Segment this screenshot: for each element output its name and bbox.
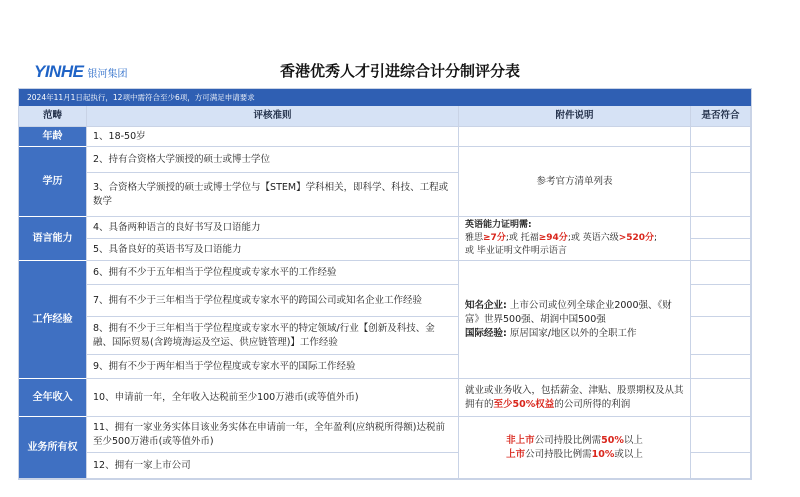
note-listed <box>506 448 643 462</box>
unlisted-percent: 50% <box>601 434 624 446</box>
category-education: 学历 <box>19 147 87 217</box>
criteria-10: 10、申请前一年，全年收入达税前至少100万港币(或等值外币) <box>87 379 459 417</box>
check-6[interactable] <box>691 261 751 285</box>
check-8[interactable] <box>691 317 751 355</box>
listed-suffix: 或以上 <box>614 448 643 460</box>
check-7[interactable] <box>691 285 751 317</box>
header-check: 是否符合 <box>691 106 751 127</box>
note-income <box>459 379 691 417</box>
international-label: 国际经验: <box>465 327 507 339</box>
famous-company-label: 知名企业: <box>465 299 507 311</box>
category-age: 年龄 <box>19 127 87 147</box>
criteria-5: 5、具备良好的英语书写及口语能力 <box>87 239 459 261</box>
ielts-score: ≥7分 <box>483 233 506 243</box>
criteria-7: 7、拥有不少于三年相当于学位程度或专家水平的跨国公司或知名企业工作经验 <box>87 285 459 317</box>
note-education-text: 参考官方清单列表 <box>536 175 613 187</box>
unlisted-label: 非上市 <box>506 434 535 446</box>
category-work-experience: 工作经验 <box>19 261 87 379</box>
note-language <box>459 217 691 261</box>
famous-company-text: 上市公司或位列全球企业2000强、《财富》世界500强、胡润中国500强 <box>465 299 672 325</box>
criteria-9: 9、拥有不少于两年相当于学位程度或专家水平的国际工作经验 <box>87 355 459 379</box>
note-famous-company <box>465 299 684 327</box>
check-2[interactable] <box>691 147 751 173</box>
criteria-6: 6、拥有不少于五年相当于学位程度或专家水平的工作经验 <box>87 261 459 285</box>
criteria-2: 2、持有合资格大学颁授的硕士或博士学位 <box>87 147 459 173</box>
check-11[interactable] <box>691 417 751 453</box>
criteria-11: 11、拥有一家业务实体目该业务实体在申请前一年，全年盈利(应纳税所得额)达税前至少500万港币(或等值外币) <box>87 417 459 453</box>
check-9[interactable] <box>691 355 751 379</box>
check-3[interactable] <box>691 173 751 217</box>
note-business <box>459 417 691 479</box>
listed-text: 公司持股比例需 <box>525 448 592 460</box>
note-age <box>459 127 691 147</box>
effective-date-notice: 2024年11月1日起执行，12项中需符合至少6项，方可满足申请要求 <box>19 89 751 106</box>
page-title: 香港优秀人才引进综合计分制评分表 <box>279 62 520 80</box>
logo-mark: YINHE <box>34 62 84 81</box>
category-annual-income: 全年收入 <box>19 379 87 417</box>
income-text-1: 就业或业务收入，包括薪金、津贴、股票期权及从其拥有的 <box>465 384 684 410</box>
header-note: 附件说明 <box>459 106 691 127</box>
header-category: 范畴 <box>19 106 87 127</box>
header-criteria: 评核准则 <box>87 106 459 127</box>
income-highlight: 至少50%权益 <box>493 398 555 410</box>
cet6-score: >520分 <box>618 233 655 243</box>
note-education <box>459 147 691 217</box>
scoring-table <box>18 88 752 480</box>
unlisted-text: 公司持股比例需 <box>534 434 602 446</box>
criteria-3: 3、合资格大学颁授的硕士或博士学位与【STEM】学科相关，即科学、科技、工程或数学 <box>87 173 459 217</box>
ielts-label: 雅思 <box>465 233 484 243</box>
category-language: 语言能力 <box>19 217 87 261</box>
cet6-label: ;或 英语六级 <box>567 233 619 243</box>
check-12[interactable] <box>691 453 751 479</box>
criteria-4: 4、具备两种语言的良好书写及口语能力 <box>87 217 459 239</box>
check-4[interactable] <box>691 217 751 239</box>
note-international <box>465 327 684 341</box>
criteria-12: 12、拥有一家上市公司 <box>87 453 459 479</box>
toefl-score: ≥94分 <box>538 233 568 243</box>
check-10[interactable] <box>691 379 751 417</box>
listed-label: 上市 <box>506 448 526 460</box>
note-income-text <box>465 384 684 412</box>
note-unlisted <box>506 434 643 448</box>
check-5[interactable] <box>691 239 751 261</box>
logo-company-name: 银河集团 <box>87 68 128 80</box>
note-language-diploma: 或 毕业证明文件明示语言 <box>465 246 567 256</box>
note-language-title: 英语能力证明需: <box>465 220 532 230</box>
listed-percent: 10% <box>591 448 615 460</box>
note-language-scores <box>465 232 684 245</box>
category-business-ownership: 业务所有权 <box>19 417 87 479</box>
criteria-1: 1、18-50岁 <box>87 127 459 147</box>
income-text-2: 的公司所得的利润 <box>554 398 631 410</box>
toefl-label: ;或 托福 <box>505 233 539 243</box>
international-text: 原居国家/地区以外的全职工作 <box>506 327 637 339</box>
unlisted-suffix: 以上 <box>623 434 643 446</box>
criteria-8: 8、拥有不少于三年相当于学位程度或专家水平的特定领域/行业【创新及科技、金融、国际贸易(含跨境海运及空运、供应链管理)】工作经验 <box>87 317 459 355</box>
check-1[interactable] <box>691 127 751 147</box>
semicolon: ; <box>654 233 658 243</box>
note-work-experience <box>459 261 691 379</box>
